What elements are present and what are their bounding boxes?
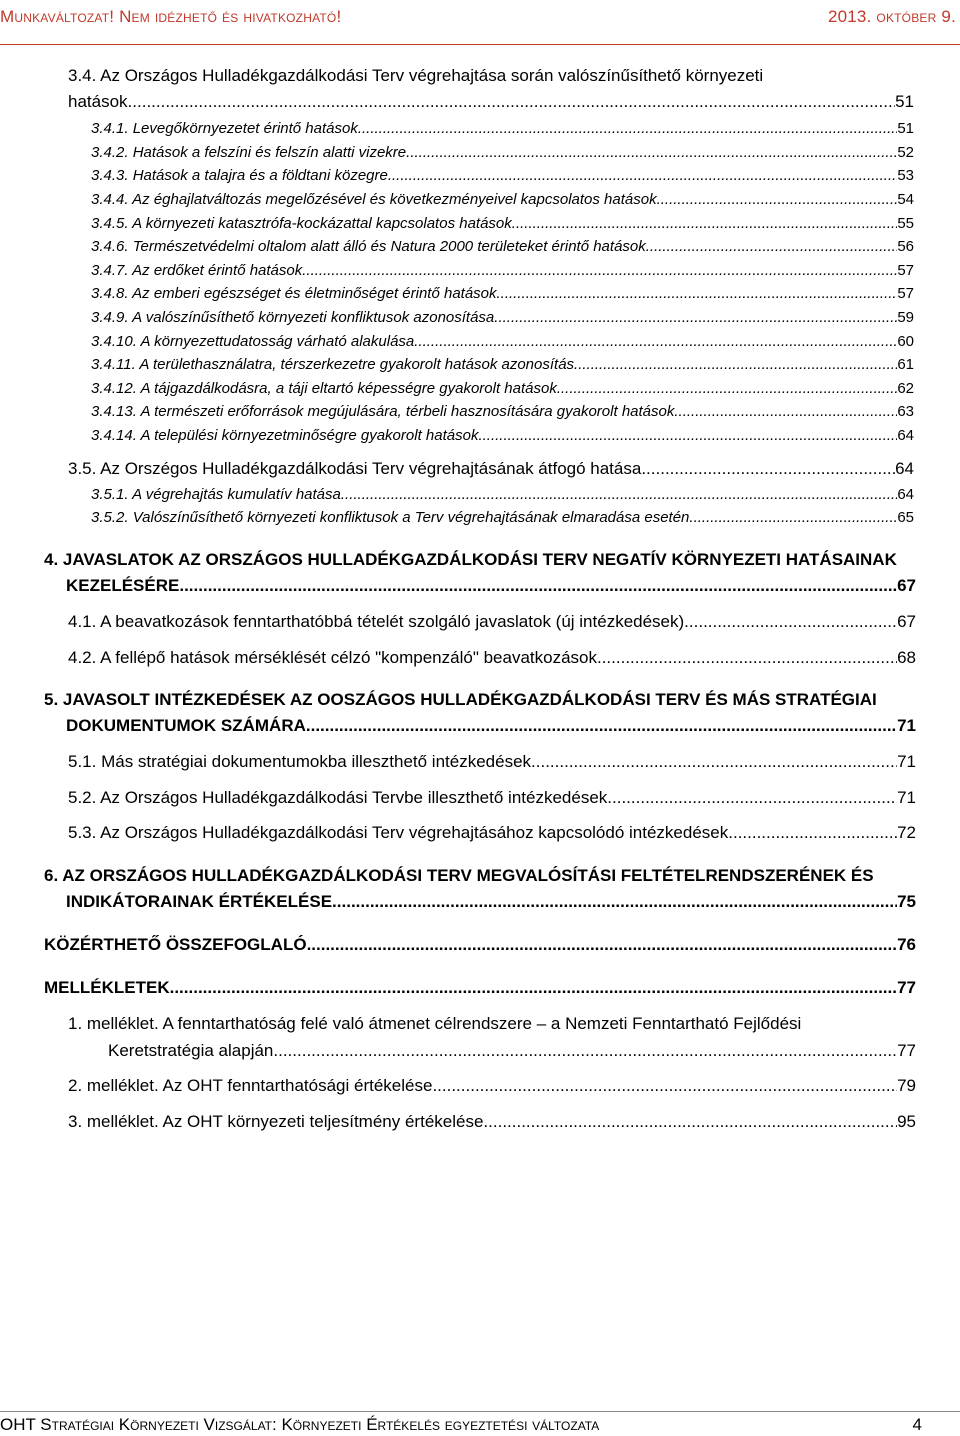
toc-dot-leader bbox=[574, 356, 897, 373]
toc-page-number: 79 bbox=[897, 1076, 916, 1095]
toc-entry-title: 3.4.10. A környezettudatosság várható alakulása bbox=[91, 333, 415, 350]
toc-entry-title: 3.4.1. Levegőkörnyezetet érintő hatások bbox=[91, 120, 358, 137]
toc-page-number: 64 bbox=[897, 486, 914, 503]
toc-page-number: 52 bbox=[897, 144, 914, 161]
toc-page-number: 65 bbox=[897, 509, 914, 526]
toc-entry-title-line2: hatások bbox=[68, 92, 128, 111]
toc-entry-title: 4.2. A fellépő hatások mérséklését célzó "kompenzáló" beavatkozások bbox=[68, 648, 597, 667]
toc-page-number: 68 bbox=[897, 648, 916, 667]
toc-page-number: 63 bbox=[897, 403, 914, 420]
toc-entry-title: 3.4.13. A természeti erőforrások megújulására, térbeli hasznosítására gyakorolt hatások bbox=[91, 403, 675, 420]
toc-entry-title: 5.1. Más stratégiai dokumentumokba illeszthető intézkedések bbox=[68, 752, 532, 771]
toc-entry-title-line1: 6. AZ ORSZÁGOS HULLADÉKGAZDÁLKODÁSI TERV MEGVALÓSÍTÁSI FELTÉTELRENDSZERÉNEK ÉS bbox=[44, 866, 874, 885]
toc-page-number: 56 bbox=[897, 238, 914, 255]
toc-dot-leader bbox=[128, 92, 896, 112]
toc-dot-leader bbox=[728, 823, 897, 843]
toc-dot-leader bbox=[483, 1112, 897, 1132]
toc-page-number: 54 bbox=[897, 191, 914, 208]
toc-entry-title-line1: 4. JAVASLATOK AZ ORSZÁGOS HULLADÉKGAZDÁLKODÁSI TERV NEGATÍV KÖRNYEZETI HATÁSAINAK bbox=[44, 550, 897, 569]
toc-entry-title-line2: Keretstratégia alapján bbox=[108, 1041, 274, 1060]
toc-dot-leader bbox=[388, 167, 897, 184]
footer-page-number: 4 bbox=[912, 1415, 922, 1434]
toc-page-number: 75 bbox=[897, 892, 916, 911]
toc-page-number: 57 bbox=[897, 262, 914, 279]
toc-entry-title: 3.4.3. Hatások a talajra és a földtani közegre bbox=[91, 167, 388, 184]
toc-entry-title: 4.1. A beavatkozások fenntarthatóbbá tételét szolgáló javaslatok (új intézkedések) bbox=[68, 612, 685, 631]
toc-entry-title-line1: 3.4. Az Országos Hulladékgazdálkodási Terv végrehajtása során valószínűsíthető környezeti bbox=[68, 66, 764, 85]
toc-entry-title: 3.4.2. Hatások a felszíni és felszín alatti vizekre bbox=[91, 144, 407, 161]
toc-entry-title: 3.4.8. Az emberi egészséget és életminőséget érintő hatások bbox=[91, 285, 497, 302]
toc-dot-leader bbox=[478, 427, 897, 444]
toc-entry-title: 3.4.7. Az erdőket érintő hatások bbox=[91, 262, 303, 279]
toc-page-number: 62 bbox=[897, 380, 914, 397]
toc-entry-title: 3.4.5. A környezeti katasztrófa-kockázattal kapcsolatos hatások bbox=[91, 215, 512, 232]
toc-entry-title: KÖZÉRTHETŐ ÖSSZEFOGLALÓ bbox=[44, 935, 307, 954]
toc-entry-title: 5.3. Az Országos Hulladékgazdálkodási Terv végrehajtásához kapcsolódó intézkedések bbox=[68, 823, 729, 842]
page-footer bbox=[0, 1411, 960, 1436]
toc-dot-leader bbox=[306, 716, 897, 736]
toc-entry-title: 2. melléklet. Az OHT fenntarthatósági értékelése bbox=[68, 1076, 433, 1095]
toc-entry-title-line2: KEZELÉSÉRE bbox=[66, 576, 180, 595]
toc-entry-title-line1: 5. JAVASOLT INTÉZKEDÉSEK AZ OOSZÁGOS HULLADÉKGAZDÁLKODÁSI TERV ÉS MÁS STRATÉGIAI bbox=[44, 690, 877, 709]
toc-dot-leader bbox=[531, 752, 897, 772]
toc-dot-leader bbox=[170, 978, 897, 998]
toc-page-number: 53 bbox=[897, 167, 914, 184]
toc-dot-leader bbox=[307, 935, 898, 955]
toc-page-number: 67 bbox=[897, 612, 916, 631]
toc-page-number: 72 bbox=[897, 823, 916, 842]
toc-page-number: 71 bbox=[897, 752, 916, 771]
toc-dot-leader bbox=[414, 333, 897, 350]
toc-dot-leader bbox=[646, 238, 898, 255]
toc-page-number: 51 bbox=[895, 92, 914, 111]
toc-dot-leader bbox=[341, 486, 897, 503]
header-draft-notice: Munkaváltozat! Nem idézhető és hivatkozható! bbox=[0, 7, 342, 26]
toc-dot-leader bbox=[179, 576, 897, 596]
toc-dot-leader bbox=[273, 1041, 897, 1061]
toc-dot-leader bbox=[406, 144, 897, 161]
toc-dot-leader bbox=[494, 309, 897, 326]
toc-dot-leader bbox=[497, 285, 898, 302]
footer-document-title: OHT Stratégiai Környezeti Vizsgálat: Környezeti Értékelés egyeztetési változata bbox=[0, 1415, 600, 1434]
toc-dot-leader bbox=[332, 892, 897, 912]
toc-entry-title: 3. melléklet. Az OHT környezeti teljesítmény értékelése bbox=[68, 1112, 484, 1131]
toc-entry-title: MELLÉKLETEK bbox=[44, 978, 170, 997]
toc-dot-leader bbox=[512, 215, 898, 232]
toc-entry-title: 3.4.11. A területhasználatra, térszerkezetre gyakorolt hatások azonosítás bbox=[91, 356, 575, 373]
toc-entry-title: 3.4.12. A tájgazdálkodásra, a táji eltartó képességre gyakorolt hatások bbox=[91, 380, 557, 397]
footer-divider bbox=[0, 1411, 960, 1412]
toc-page-number: 64 bbox=[897, 427, 914, 444]
toc-dot-leader bbox=[302, 262, 897, 279]
toc-page-number: 67 bbox=[897, 576, 916, 595]
toc-page-number: 60 bbox=[897, 333, 914, 350]
toc-dot-leader bbox=[674, 403, 897, 420]
toc-page-number: 71 bbox=[897, 716, 916, 735]
toc-page-number: 95 bbox=[897, 1112, 916, 1131]
toc-dot-leader bbox=[607, 788, 897, 808]
toc-page-number: 59 bbox=[897, 309, 914, 326]
toc-entry-title: 3.4.14. A települési környezetminőségre gyakorolt hatások bbox=[91, 427, 479, 444]
header-date: 2013. október 9. bbox=[827, 7, 956, 26]
toc-page-number: 57 bbox=[897, 285, 914, 302]
toc-dot-leader bbox=[641, 459, 895, 479]
toc-entry-title: 3.4.9. A valószínűsíthető környezeti konfliktusok azonosítása bbox=[91, 309, 495, 326]
toc-entry-title: 3.5. Az Orszégos Hulladékgazdálkodási Terv végrehajtásának átfogó hatása bbox=[68, 459, 642, 478]
toc-page-number: 77 bbox=[897, 1041, 916, 1060]
toc-page-number: 77 bbox=[897, 978, 916, 997]
toc-dot-leader bbox=[358, 120, 897, 137]
toc-page-number: 76 bbox=[897, 935, 916, 954]
toc-entry-title: 5.2. Az Országos Hulladékgazdálkodási Tervbe illeszthető intézkedések bbox=[68, 788, 608, 807]
toc-entry-title: 3.4.6. Természetvédelmi oltalom alatt álló és Natura 2000 területeket érintő hatások bbox=[91, 238, 646, 255]
toc-dot-leader bbox=[657, 191, 898, 208]
toc-entry-title-line2: INDIKÁTORAINAK ÉRTÉKELÉSE bbox=[66, 892, 333, 911]
toc-dot-leader bbox=[684, 612, 897, 632]
toc-entry-title-line2: DOKUMENTUMOK SZÁMÁRA bbox=[66, 716, 306, 735]
toc-entry-title: 3.4.4. Az éghajlatváltozás megelőzésével és következményeivel kapcsolatos hatások bbox=[91, 191, 657, 208]
toc-page-number: 51 bbox=[897, 120, 914, 137]
toc-page-number: 55 bbox=[897, 215, 914, 232]
toc-dot-leader bbox=[689, 509, 897, 526]
toc-dot-leader bbox=[557, 380, 897, 397]
toc-dot-leader bbox=[432, 1076, 897, 1096]
toc-page-number: 71 bbox=[897, 788, 916, 807]
toc-entry-title: 3.5.2. Valószínűsíthető környezeti konfliktusok a Terv végrehajtásának elmaradása esetén bbox=[91, 509, 690, 526]
toc-entry-title: 3.5.1. A végrehajtás kumulatív hatása bbox=[91, 486, 341, 503]
toc-entry-title-line1: 1. melléklet. A fenntarthatóság felé való átmenet célrendszere – a Nemzeti Fenntartható Fejlődési bbox=[68, 1014, 802, 1033]
toc-dot-leader bbox=[597, 648, 897, 668]
toc-page-number: 64 bbox=[895, 459, 914, 478]
toc-page-number: 61 bbox=[897, 356, 914, 373]
